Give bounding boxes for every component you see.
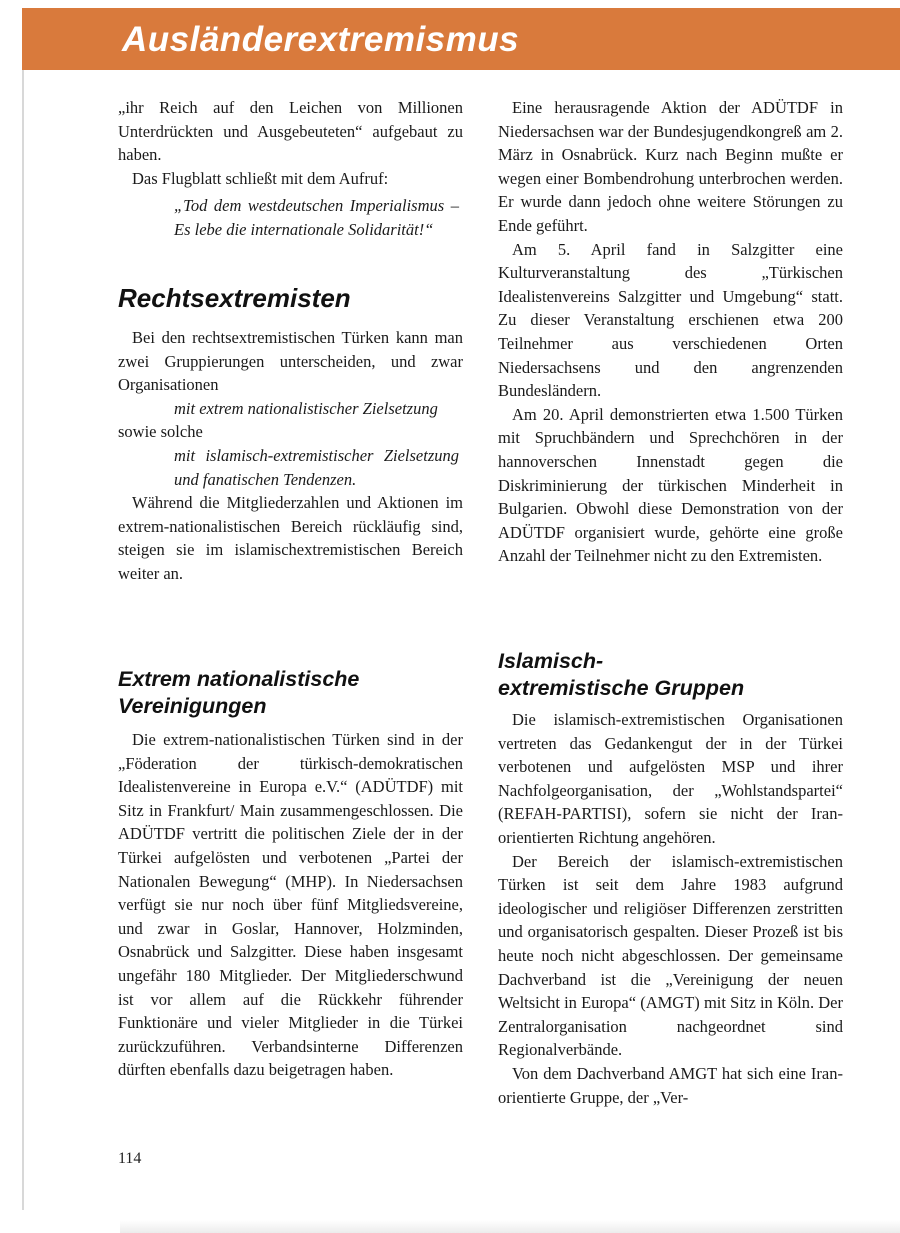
heading-rechtsextremisten bbox=[118, 283, 463, 313]
section1-item-2: mit islamisch-extremistischer Zielsetzung und fanatischen Tendenzen. bbox=[174, 445, 459, 489]
section3-paragraph-2: Der Bereich der islamisch-extremistischen Türken ist seit dem Jahre 1983 aufgrund ideologischer und religiöser Differenzen zerstritten und organisatorisch gespalten. Dieser Prozeß ist bis heute noch nicht abgeschlossen. Der gemeinsame Dachverband ist die „Vereinigung der neuen Weltsicht in Europa“ (AMGT) mit Sitz in Köln. Der Zentralorganisation nachgeordnet sind Regionalverbände. bbox=[498, 851, 843, 1060]
intro-paragraph: „ihr Reich auf den Leichen von Millionen Unterdrückten und Ausgebeuteten“ aufgebaut zu haben. bbox=[118, 98, 463, 165]
page-number: 114 bbox=[118, 1150, 142, 1167]
quotation: „Tod dem westdeutschen Imperialismus – Es lebe die internationale Solidarität!“ bbox=[174, 196, 459, 239]
intro-block bbox=[118, 96, 463, 190]
right-body-top bbox=[498, 96, 843, 568]
section1-paragraph: Bei den rechtsextremistischen Türken kann man zwei Gruppierungen unterscheiden, und zwar Organisationen bbox=[118, 328, 463, 395]
heading-extrem-nationalistische bbox=[118, 666, 463, 720]
section-heading-line: Vereinigungen bbox=[118, 694, 267, 718]
section-banner bbox=[22, 8, 900, 70]
section1-paragraph-2: Während die Mitgliederzahlen und Aktionen im extrem-nationalistischen Bereich rückläufig sind, steigen sie im islamischextremistischen Bereich weiter an. bbox=[118, 493, 463, 583]
section1-body bbox=[118, 326, 463, 586]
page-edge-rule bbox=[22, 70, 24, 1210]
section-heading-line: extremistische Gruppen bbox=[498, 676, 745, 700]
heading-islamisch bbox=[498, 648, 843, 702]
intro-call-line: Das Flugblatt schließt mit dem Aufruf: bbox=[132, 168, 389, 188]
section3-paragraph-3: Von dem Dachverband AMGT hat sich eine Iran-orientierte Gruppe, der „Ver- bbox=[498, 1063, 843, 1107]
scan-shadow bbox=[120, 1220, 900, 1233]
right-paragraph-3: Am 20. April demonstrierten etwa 1.500 Türken mit Spruchbändern und Sprechchören in der hannoverschen Innenstadt gegen die Diskriminierung der türkischen Minderheit in Bulgarien. Obwohl diese Demonstration von der ADÜTDF organisiert wurde, gehörte eine große Anzahl der Teilnehmer nicht zu den Extremisten. bbox=[498, 404, 843, 566]
section-heading-line: Islamisch- bbox=[498, 649, 604, 673]
section-heading-line: Extrem nationalistische bbox=[118, 667, 360, 691]
quote-block bbox=[118, 194, 463, 241]
section1-connector: sowie solche bbox=[118, 422, 203, 442]
section2-paragraph: Die extrem-nationalistischen Türken sind in der „Föderation der türkisch-demokratischen Idealistenvereine in Europa e.V.“ (ADÜTDF) mit Sitz in Frankfurt/ Main zusammengeschlossen. Die ADÜTDF vertritt die politischen Ziele der in der Türkei aufgelösten und verbotenen „Partei der Nationalen Bewegung“ (MHP). In Niedersachsen verfügt sie nur noch über fünf Mitgliedsvereine, und zwar in Goslar, Hannover, Holzminden, Osnabrück und Salzgitter. Diese haben insgesamt ungefähr 180 Mitglieder. Der Mitgliederschwund ist vor allem auf die Rückkehr führender Funktionäre und vieler Mitglieder in die Türkei zurückzuführen. Verbandsinterne Differenzen dürften ebenfalls dazu beigetragen haben. bbox=[118, 730, 463, 1080]
page-title: Ausländerextremismus bbox=[122, 20, 520, 59]
right-paragraph-1: Eine herausragende Aktion der ADÜTDF in Niedersachsen war der Bundesjugendkongreß am 2. März in Osnabrück. Kurz nach Beginn mußte er wegen einer Bombendrohung unterbrochen werden. Er wurde dann jedoch ohne weitere Störungen zu Ende geführt. bbox=[498, 98, 843, 235]
section2-body bbox=[118, 728, 463, 1082]
section-heading: Rechtsextremisten bbox=[118, 283, 351, 313]
section3-body bbox=[498, 708, 843, 1109]
right-paragraph-2: Am 5. April fand in Salzgitter eine Kulturveranstaltung des „Türkischen Idealistenvereins Salzgitter und Umgebung“ statt. Zu dieser Veranstaltung erschienen etwa 200 Teilnehmer aus verschiedenen Orten Niedersachsens und den angrenzenden Bundesländern. bbox=[498, 239, 843, 401]
section3-paragraph-1: Die islamisch-extremistischen Organisationen vertreten das Gedankengut der in der Türkei verbotenen und aufgelösten MSP und ihrer Nachfolgeorganisation, der „Wohlstandspartei“ (REFAH-PARTISI), sofern sie nicht der Iran-orientierten Richtung angehören. bbox=[498, 710, 843, 847]
section1-item-1: mit extrem nationalistischer Zielsetzung bbox=[174, 398, 438, 418]
